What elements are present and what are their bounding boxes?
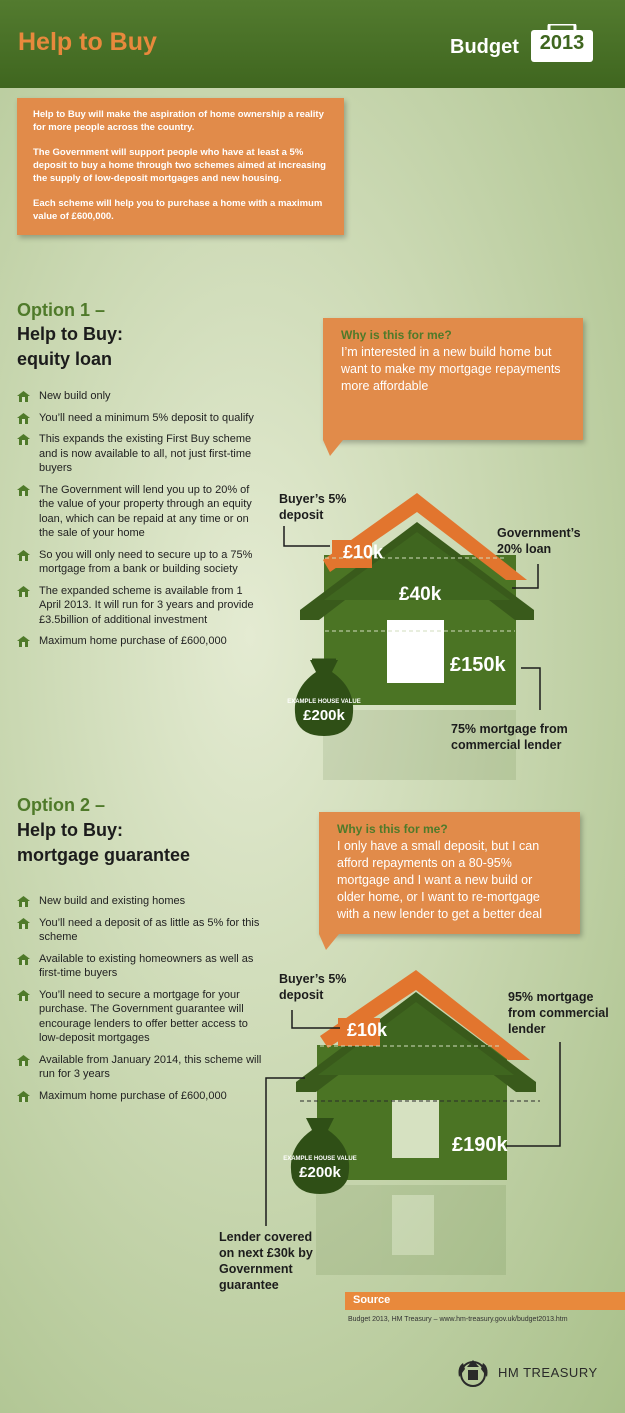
bullet-item: This expands the existing First Buy scheme and is now available to all, not just first-time buyers [17,432,262,476]
intro-paragraph: Each scheme will help you to purchase a home with a maximum value of £600,000. [33,198,323,222]
why-question: Why is this for me? [341,328,452,342]
mortgage-value: £150k [450,654,506,676]
bullet-item: The expanded scheme is available from 1 April 2013. It will run for 3 years and provide £3.5billion of additional investment [17,584,262,628]
hm-treasury-logo-text: HM TREASURY [498,1365,598,1380]
budget-year: 2013 [539,32,585,54]
option2-label-deposit: Buyer’s 5% deposit [279,972,347,1002]
house-reflection [316,1185,506,1275]
source-bar [345,1292,625,1310]
deposit-value: £10k [347,1020,388,1040]
bullet-item: Available to existing homeowners as well as first-time buyers [17,952,262,981]
bag-value: £200k [303,707,345,724]
bullet-item: You’ll need a deposit of as little as 5% for this scheme [17,916,262,945]
source-label: Source [353,1294,391,1306]
why-question: Why is this for me? [337,822,448,836]
crest-icon [455,1355,491,1391]
option2-label-mortgage: 95% mortgage from commercial lender [508,990,609,1036]
intro-paragraph: Help to Buy will make the aspiration of home ownership a reality for more people across the country. [33,109,324,133]
bullet-item: You’ll need a minimum 5% deposit to qualify [17,411,262,426]
option2-name-line2: mortgage guarantee [17,845,191,865]
deposit-value: £10k [343,542,384,562]
option1-name-line2: equity loan [17,349,113,369]
option2-number: Option 2 – [17,795,106,815]
bullet-item: New build only [17,389,262,404]
intro-paragraph: The Government will support people who have at least a 5% deposit to buy a home through two schemes aimed at increasing the supply of low-deposit mortgages and new housing. [33,147,326,184]
bullet-item: Available from January 2014, this scheme will run for 3 years [17,1053,262,1082]
source-text: Budget 2013, HM Treasury – www.hm-treasury.gov.uk/budget2013.htm [348,1316,568,1323]
bag-value: £200k [299,1164,341,1181]
option2-label-guarantee: Lender covered on next £30k by Government guarantee [219,1230,313,1292]
bullet-item: The Government will lend you up to 20% of the value of your property through an equity loan, which can be repaid at any time or on the sale of your home [17,483,262,541]
bag-caption: EXAMPLE HOUSE VALUE [287,699,361,705]
house-window [392,1100,439,1158]
why-answer: I’m interested in a new build home but want to make my mortgage repayments more affordable [341,345,561,393]
option1-label-deposit: Buyer’s 5% deposit [279,492,347,522]
budget-label: Budget [450,36,519,58]
mortgage-value: £190k [452,1134,508,1156]
leader-line [292,1010,340,1028]
loan-value: £40k [399,584,442,605]
option1-label-mortgage: 75% mortgage from commercial lender [451,722,568,752]
option2-name-line1: Help to Buy: [17,820,123,840]
option1-number: Option 1 – [17,300,106,320]
bullet-item: Maximum home purchase of £600,000 [17,1089,262,1104]
bullet-item: Maximum home purchase of £600,000 [17,634,262,649]
bullet-item: New build and existing homes [17,894,262,909]
bag-caption: EXAMPLE HOUSE VALUE [283,1156,357,1162]
page-title: Help to Buy [18,28,157,56]
option1-name-line1: Help to Buy: [17,324,123,344]
why-answer: I only have a small deposit, but I can afford repayments on a 80-95% mortgage and I want a new build or older home, or I want to re-mortgage with a new lender to get a better deal [337,839,542,921]
bullet-item: So you will only need to secure up to a 75% mortgage from a bank or building society [17,548,262,577]
option1-label-loan: Government’s 20% loan [497,526,581,556]
bullet-item: You’ll need to secure a mortgage for your purchase. The Government guarantee will encourage lenders to offer better access to low-deposit mortgages [17,988,262,1046]
